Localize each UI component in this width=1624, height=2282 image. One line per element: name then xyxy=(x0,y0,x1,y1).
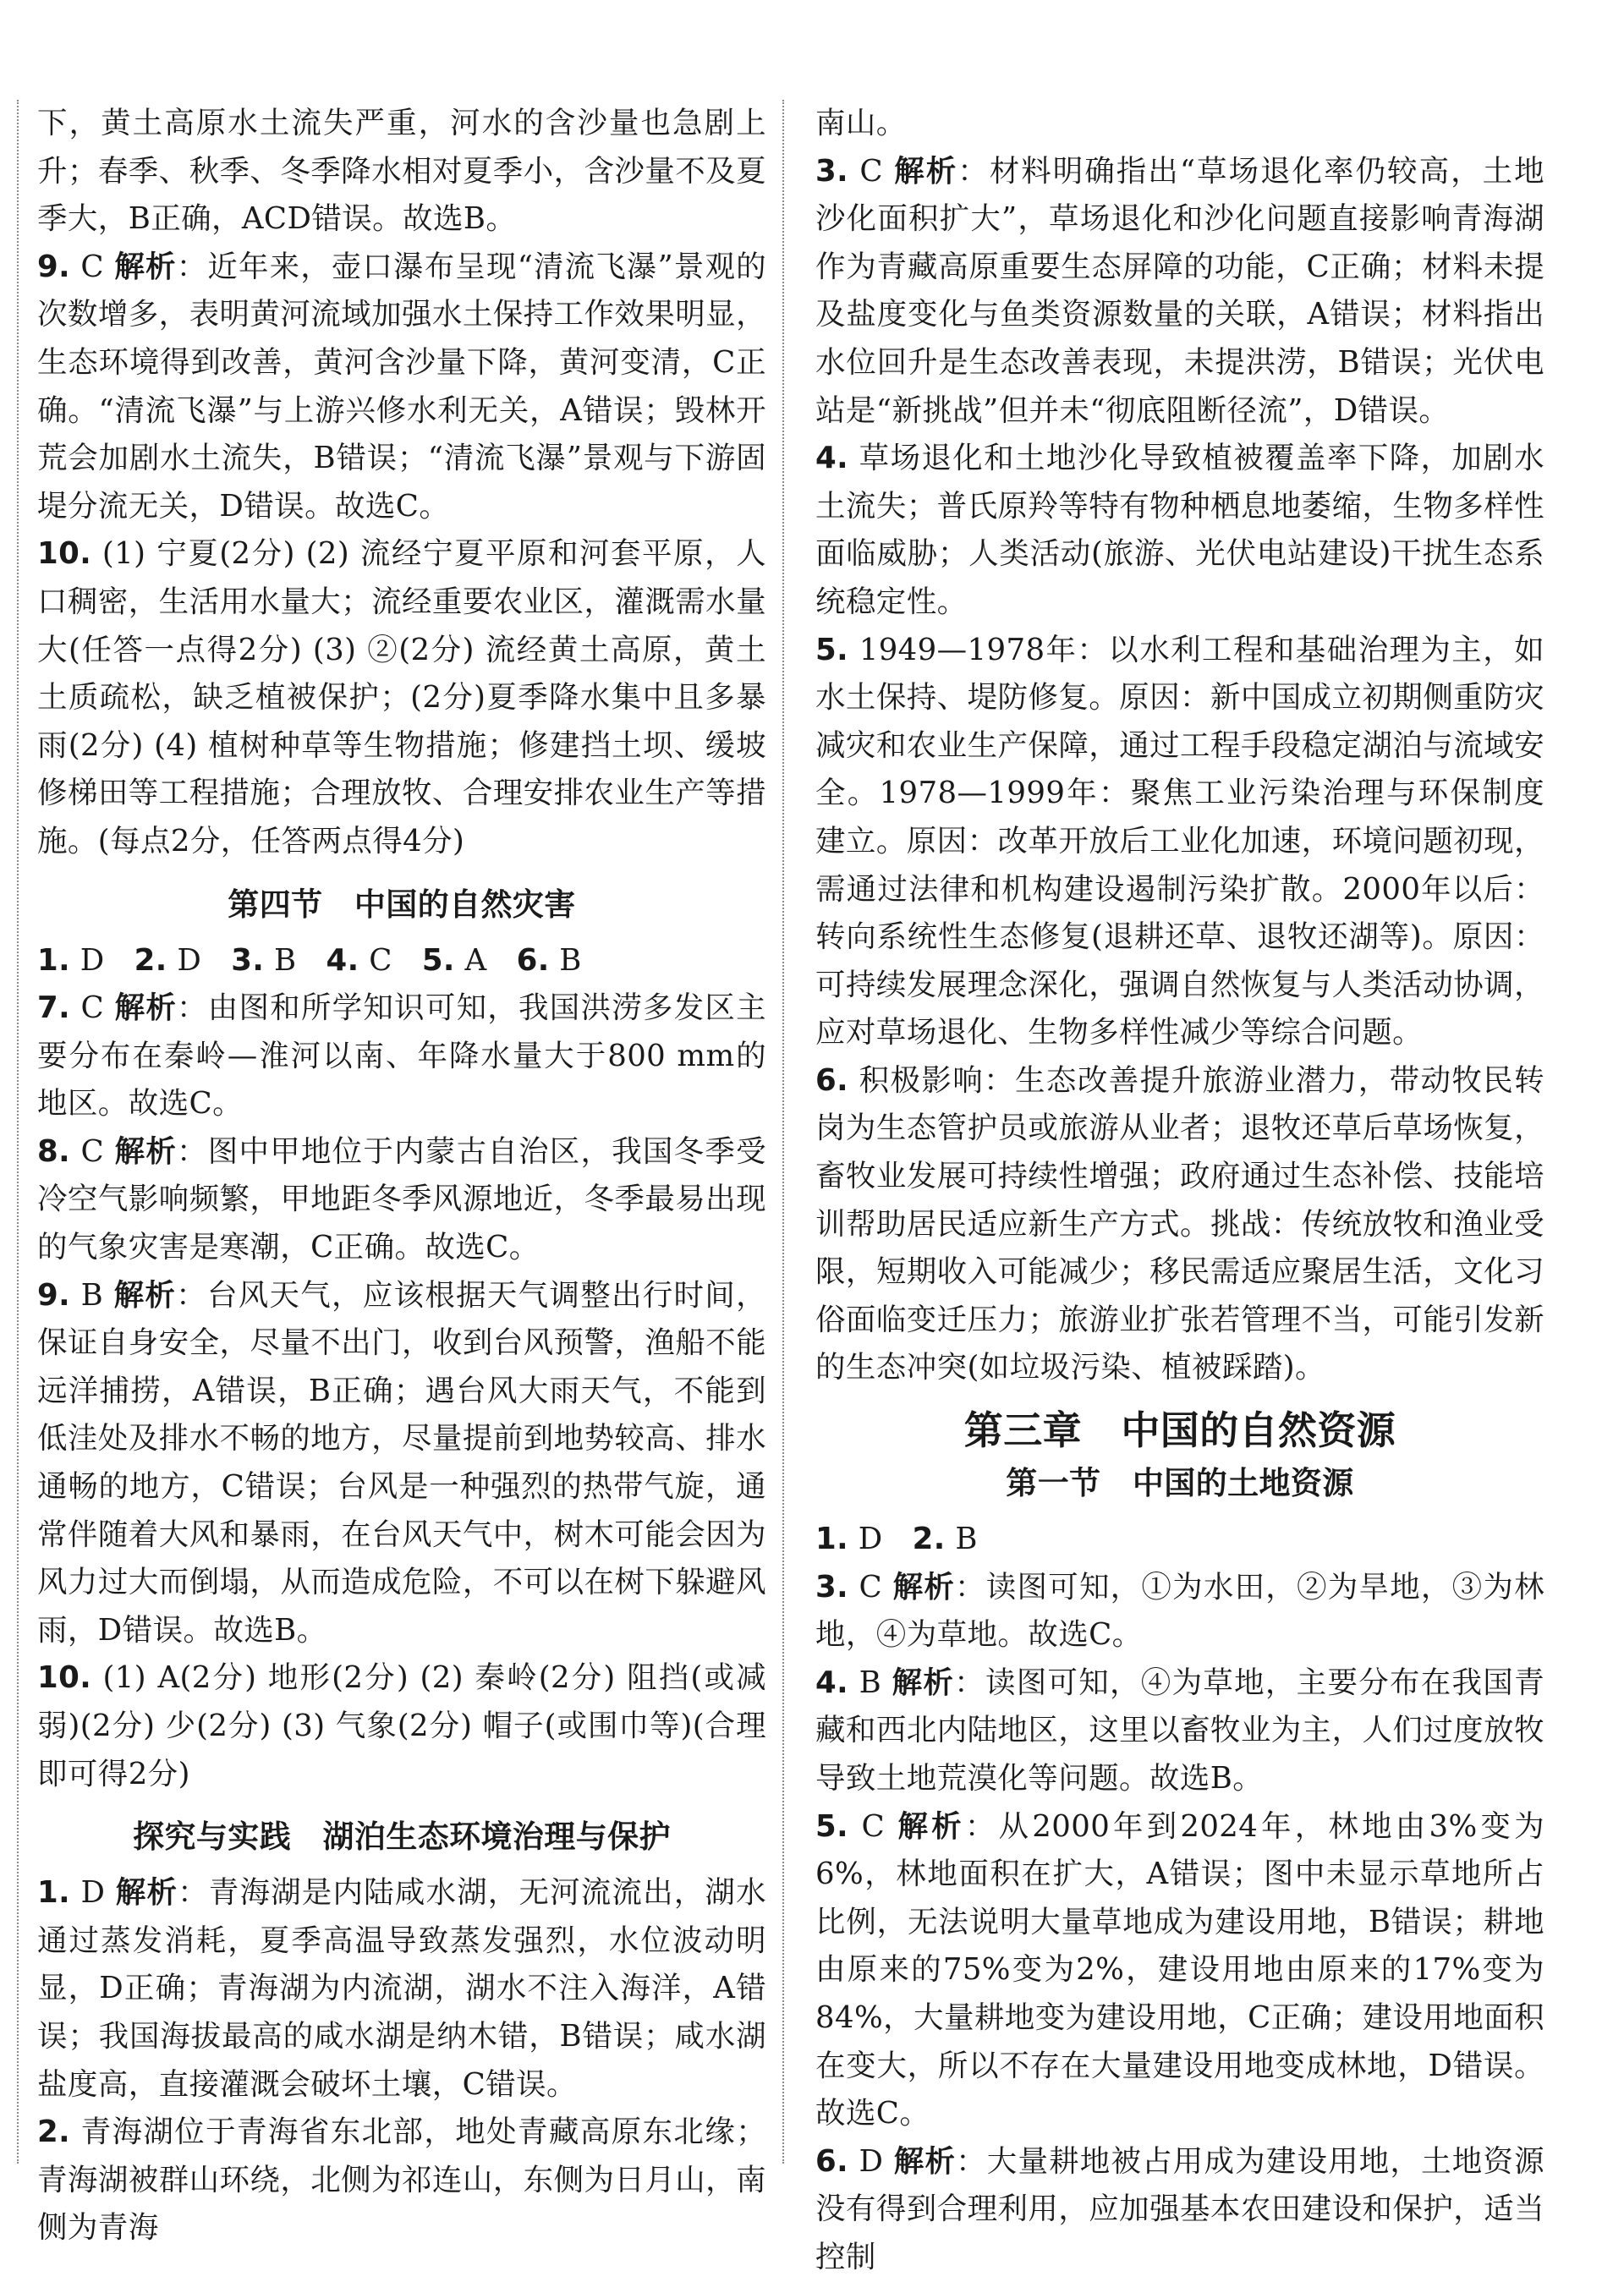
analysis-label: 解析 xyxy=(115,1875,178,1911)
question-number: 9. xyxy=(37,1277,70,1313)
question-number: 4. xyxy=(815,441,848,476)
answer-choice: B xyxy=(955,1522,978,1557)
answer-choice: D xyxy=(859,2143,884,2179)
answer-item xyxy=(815,627,1544,1057)
analysis-text: ：青海湖是内陆咸水湖，无河流流出，湖水通过蒸发消耗，夏季高温导致蒸发强烈，水位波动明显，D正确；青海湖为内流湖，湖水不注入海洋，A错误；我国海拔最高的咸水湖是纳木错，B错误；咸水湖盐度高，直接灌溉会破坏土壤，C错误。 xyxy=(37,1875,766,2102)
analysis-text: ：从2000年到2024年，林地由3%变为6%，林地面积在扩大，A错误；图中未显示草地所占比例，无法说明大量草地成为建设用地，B错误；耕地由原来的75%变为2%，建设用地由原来的17%变为84%，大量耕地变为建设用地，C正确；建设用地面积在变大，所以不存在大量建设用地变成林地，D错误。故选C。 xyxy=(815,1808,1544,2131)
answer-item xyxy=(815,148,1544,436)
answer-item xyxy=(37,530,766,865)
analysis-text: ：读图可知，④为草地，主要分布在我国青藏和西北内陆地区，这里以畜牧业为主，人们过度放牧导致土地荒漠化等问题。故选B。 xyxy=(815,1665,1544,1796)
analysis-label: 解析 xyxy=(894,153,958,189)
answer-choice: B xyxy=(859,1665,882,1700)
answer-text: (1) A(2分) 地形(2分) (2) 秦岭(2分) 阻挡(或减弱)(2分) 少(2分) (3) 气象(2分) 帽子(或围巾等)(合理即可得2分) xyxy=(37,1660,766,1791)
analysis-text: ：台风天气，应该根据天气调整出行时间，保证自身安全，尽量不出门，收到台风预警，渔船不能远洋捕捞，A错误，B正确；遇台风大雨天气，不能到低洼处及排水不畅的地方，尽量提前到地势较高、排水通畅的地方，C错误；台风是一种强烈的热带气旋，通常伴随着大风和暴雨，在台风天气中，树木可能会因为风力过大而倒塌，从而造成危险，不可以在树下躲避风雨，D错误。故选B。 xyxy=(37,1277,766,1648)
answer-item xyxy=(815,1564,1544,1659)
question-number: 6. xyxy=(516,942,550,978)
answer-choice: B xyxy=(559,942,582,978)
multiple-choice-answers xyxy=(37,937,766,985)
answer-text: 1949—1978年：以水利工程和基础治理为主，如水土保持、堤防修复。原因：新中国成立初期侧重防灾减灾和农业生产保障，通过工程手段稳定湖泊与流域安全。1978—1999年：聚焦工业污染治理与环保制度建立。原因：改革开放后工业化加速，环境问题初现，需通过法律和机构建设遏制污染扩散。2000年以后：转向系统性生态修复(退耕还草、退牧还湖等)。原因：可持续发展理念深化，强调自然恢复与人类活动协调，应对草场退化、生物多样性减少等综合问题。 xyxy=(815,632,1544,1050)
answer-choice: C xyxy=(80,1133,105,1169)
question-number: 6. xyxy=(815,1062,848,1098)
analysis-label: 解析 xyxy=(892,1569,956,1605)
answer-choice: C xyxy=(859,1569,883,1605)
left-column xyxy=(37,100,766,2252)
answer-item xyxy=(815,1803,1544,2138)
question-number: 1. xyxy=(815,1522,848,1557)
answer-choice: A xyxy=(464,942,487,978)
question-number: 2. xyxy=(912,1522,946,1557)
question-number: 10. xyxy=(37,1660,92,1696)
analysis-text: ：由图和所学知识可知，我国洪涝多发区主要分布在秦岭—淮河以南、年降水量大于800 mm的地区。故选C。 xyxy=(37,990,766,1122)
analysis-label: 解析 xyxy=(114,249,177,284)
answer-text: 草场退化和土地沙化导致植被覆盖率下降，加剧水土流失；普氏原羚等特有物种栖息地萎缩，生物多样性面临威胁；人类活动(旅游、光伏电站建设)干扰生态系统稳定性。 xyxy=(815,441,1544,619)
question-number: 9. xyxy=(37,249,70,284)
paragraph: 下，黄土高原水土流失严重，河水的含沙量也急剧上升；春季、秋季、冬季降水相对夏季小，含沙量不及夏季大，B正确，ACD错误。故选B。 xyxy=(37,106,766,237)
analysis-text: ：大量耕地被占用成为建设用地，土地资源没有得到合理利用，应加强基本农田建设和保护，适当控制 xyxy=(815,2143,1544,2274)
answer-item xyxy=(815,1057,1544,1392)
section-title: 第一节 中国的土地资源 xyxy=(1006,1465,1354,1502)
question-number: 5. xyxy=(421,942,455,978)
analysis-label: 解析 xyxy=(897,1808,965,1844)
answer-choice: D xyxy=(177,942,202,978)
question-number: 6. xyxy=(815,2143,848,2179)
answer-choice: D xyxy=(80,942,105,978)
question-number: 5. xyxy=(815,632,848,667)
answer-item xyxy=(37,1128,766,1272)
question-number: 3. xyxy=(815,153,848,189)
analysis-text: ：材料明确指出“草场退化率仍较高，土地沙化面积扩大”，草场退化和沙化问题直接影响青海湖作为青藏高原重要生态屏障的功能，C正确；材料未提及盐度变化与鱼类资源数量的关联，A错误；材料指出水位回升是生态改善表现，未提洪涝，B错误；光伏电站是“新挑战”但并未“彻底阻断径流”，D错误。 xyxy=(815,153,1545,428)
analysis-label: 解析 xyxy=(114,1133,178,1169)
paragraph: 南山。 xyxy=(815,106,907,140)
answer-choice: C xyxy=(861,1808,886,1844)
column-divider xyxy=(17,100,19,2164)
answer-choice: C xyxy=(859,153,883,189)
right-column xyxy=(815,100,1544,2282)
answer-text: 积极影响：生态改善提升旅游业潜力，带动牧民转岗为生态管护员或旅游从业者；退牧还草后草场恢复，畜牧业发展可持续性增强；政府通过生态补偿、技能培训帮助居民适应新生产方式。挑战：传统放牧和渔业受限，短期收入可能减少；移民需适应聚居生活，文化习俗面临变迁压力；旅游业扩张若管理不当，可能引发新的生态冲突(如垃圾污染、植被踩踏)。 xyxy=(815,1062,1544,1385)
question-number: 8. xyxy=(37,1133,70,1169)
section-title: 探究与实践 湖泊生态环境治理与保护 xyxy=(133,1818,671,1856)
answer-item xyxy=(37,2109,766,2252)
chapter-title: 第三章 中国的自然资源 xyxy=(963,1407,1396,1454)
answer-text: (1) 宁夏(2分) (2) 流经宁夏平原和河套平原，人口稠密，生活用水量大；流经重要农业区，灌溉需水量大(任答一点得2分) (3) ②(2分) 流经黄土高原，黄土土质疏松，缺乏植被保护；(2分)夏季降水集中且多暴雨(2分) (4) 植树种草等生物措施；修建挡土坝、缓坡修梯田等工程措施；合理放牧、合理安排农业生产等措施。(每点2分，任答两点得4分) xyxy=(37,536,766,858)
answer-choice: C xyxy=(369,942,392,978)
answer-choice: C xyxy=(80,990,105,1026)
answer-item xyxy=(37,1272,766,1655)
answer-choice: B xyxy=(273,942,297,978)
analysis-label: 解析 xyxy=(113,1277,177,1313)
question-number: 7. xyxy=(37,990,70,1026)
analysis-label: 解析 xyxy=(114,990,178,1026)
analysis-text: ：近年来，壶口瀑布呈现“清流飞瀑”景观的次数增多，表明黄河流域加强水土保持工作效果明显，生态环境得到改善，黄河含沙量下降，黄河变清，C正确。“清流飞瀑”与上游兴修水利无关，A错误；毁林开荒会加剧水土流失，B错误；“清流飞瀑”景观与下游固堤分流无关，D错误。故选C。 xyxy=(37,249,766,524)
answer-item xyxy=(37,1869,766,2109)
multiple-choice-answers xyxy=(815,1516,1544,1564)
question-number: 5. xyxy=(815,1808,848,1844)
answer-choice: B xyxy=(80,1277,104,1313)
answer-choice: D xyxy=(80,1875,106,1911)
question-number: 2. xyxy=(134,942,167,978)
analysis-text: ：图中甲地位于内蒙古自治区，我国冬季受冷空气影响频繁，甲地距冬季风源地近，冬季最易出现的气象灾害是寒潮，C正确。故选C。 xyxy=(37,1133,766,1265)
answer-item xyxy=(815,1659,1544,1803)
answer-item xyxy=(815,435,1544,626)
answer-text: 青海湖位于青海省东北部，地处青藏高原东北缘；青海湖被群山环绕，北侧为祁连山，东侧为日月山，南侧为青海 xyxy=(37,2115,766,2246)
column-divider xyxy=(782,100,784,2164)
question-number: 10. xyxy=(37,536,92,572)
answer-choice: C xyxy=(80,249,104,284)
answer-item xyxy=(37,1654,766,1798)
answer-choice: D xyxy=(858,1522,883,1557)
answer-item xyxy=(37,244,766,531)
answer-item xyxy=(37,985,766,1128)
question-number: 1. xyxy=(37,1875,70,1911)
question-number: 3. xyxy=(231,942,265,978)
analysis-label: 解析 xyxy=(893,2143,957,2179)
answer-item xyxy=(815,2138,1544,2282)
question-number: 2. xyxy=(37,2115,70,2150)
analysis-label: 解析 xyxy=(892,1665,955,1700)
section-title: 第四节 中国的自然灾害 xyxy=(228,886,576,923)
analysis-text: ：读图可知，①为水田，②为旱地，③为林地，④为草地。故选C。 xyxy=(815,1569,1544,1653)
question-number: 4. xyxy=(815,1665,848,1700)
question-number: 1. xyxy=(37,942,70,978)
question-number: 4. xyxy=(326,942,359,978)
question-number: 3. xyxy=(815,1569,848,1605)
